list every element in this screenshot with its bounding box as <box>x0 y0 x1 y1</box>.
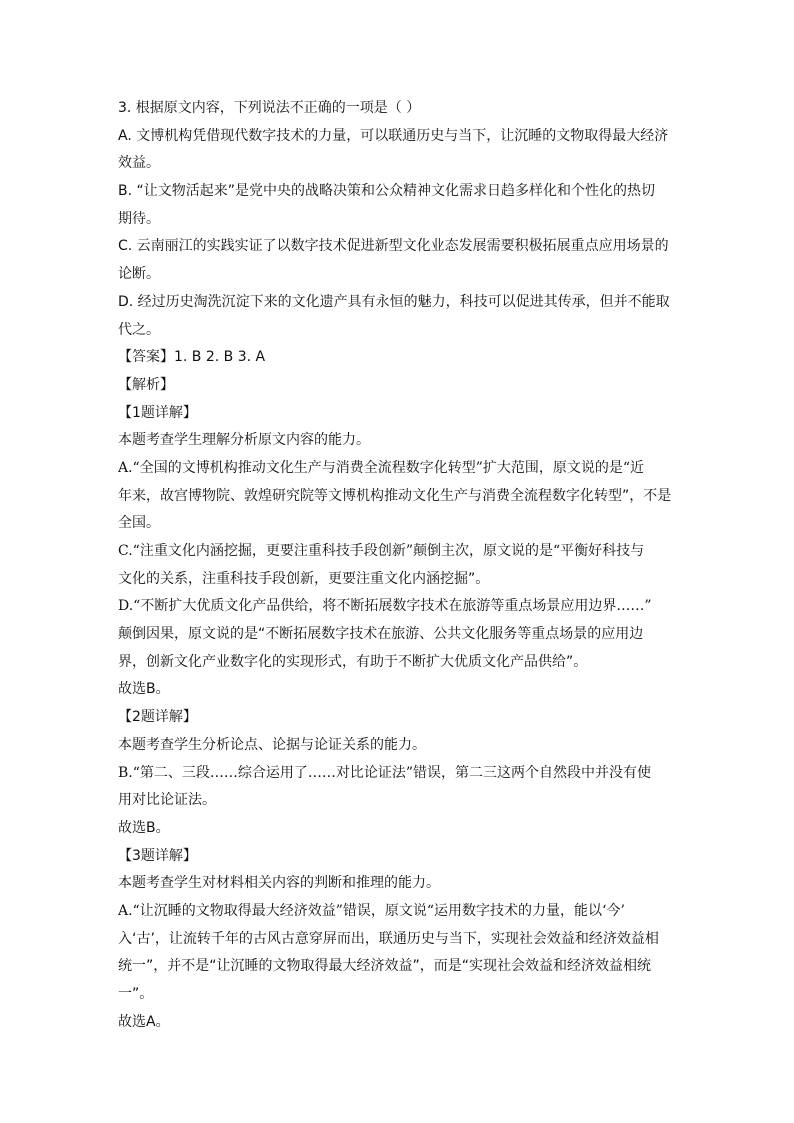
q1-a-line-3: 全国。 <box>118 515 160 532</box>
option-c-line-1: C. 云南丽江的实践实证了以数字技术促进新型文化业态发展需要积极拓展重点应用场景的 <box>118 238 669 255</box>
q3-intro: 本题考查学生对材料相关内容的判断和推理的能力。 <box>118 875 440 892</box>
option-c-line-2: 论断。 <box>118 266 160 283</box>
q2-b-line-1: B.“第二、三段……综合运用了……对比论证法”错误，第二三这两个自然段中并没有使 <box>118 764 652 781</box>
q3-a-line-4: 一”。 <box>118 986 154 1002</box>
q1-a-line-1: A.“全国的文博机构推动文化生产与消费全流程数字化转型”扩大范围，原文说的是“近 <box>118 459 645 476</box>
q1-c-line-1: C.“注重文化内涵挖掘，更要注重科技手段创新”颠倒主次，原文说的是“平衡好科技与 <box>118 543 645 559</box>
q1-a-line-2: 年来，故宫博物院、敦煌研究院等文博机构推动文化生产与消费全流程数字化转型”，不是 <box>118 487 672 504</box>
q3-a-line-3: 统一”，并不是“让沉睡的文物取得最大经济效益”，而是“实现社会效益和经济效益相统 <box>118 958 652 975</box>
q1-c-line-2: 文化的关系，注重科技手段创新，更要注重文化内涵挖掘”。 <box>118 570 490 587</box>
q2-intro: 本题考查学生分析论点、论据与论证关系的能力。 <box>118 736 426 753</box>
question-3-stem: 3. 根据原文内容，下列说法不正确的一项是（ ） <box>118 100 421 116</box>
q2-conclusion: 故选B。 <box>118 819 170 836</box>
analysis-heading: 【解析】 <box>118 376 174 393</box>
q1-d-line-2: 颠倒因果，原文说的是“不断拓展数字技术在旅游、公共文化服务等重点场景的应用边 <box>118 626 644 643</box>
option-b-line-1: B. “让文物活起来”是党中央的战略决策和公众精神文化需求日趋多样化和个性化的热切 <box>118 183 656 200</box>
q3-heading: 【3题详解】 <box>118 847 197 864</box>
answer-line: 【答案】1. B 2. B 3. A <box>118 349 266 366</box>
q1-intro: 本题考查学生理解分析原文内容的能力。 <box>118 432 370 449</box>
option-d-line-2: 代之。 <box>118 321 160 338</box>
q1-conclusion: 故选B。 <box>118 681 170 698</box>
q2-heading: 【2题详解】 <box>118 709 197 726</box>
q3-a-line-1: A.“让沉睡的文物取得最大经济效益”错误，原文说“运用数字技术的力量，能以‘今’ <box>118 902 625 919</box>
q2-b-line-2: 用对比论证法。 <box>118 792 216 809</box>
option-b-line-2: 期待。 <box>118 210 160 227</box>
q3-a-line-2: 入‘古’，让流转千年的古风古意穿屏而出，联通历史与当下，实现社会效益和经济效益相 <box>118 930 659 947</box>
option-a-line-2: 效益。 <box>118 155 160 172</box>
q1-d-line-1: D.“不断扩大优质文化产品供给，将不断拓展数字技术在旅游等重点场景应用边界……” <box>118 598 652 615</box>
option-d-line-1: D. 经过历史淘洗沉淀下来的文化遗产具有永恒的魅力，科技可以促进其传承，但并不能取 <box>118 293 670 310</box>
document-body <box>118 95 683 1036</box>
q1-d-line-3: 界，创新文化产业数字化的实现形式，有助于不断扩大优质文化产品供给”。 <box>118 653 588 670</box>
option-a-line-1: A. 文博机构凭借现代数字技术的力量，可以联通历史与当下，让沉睡的文物取得最大经济 <box>118 127 669 144</box>
q1-heading: 【1题详解】 <box>118 404 197 421</box>
q3-conclusion: 故选A。 <box>118 1013 170 1030</box>
